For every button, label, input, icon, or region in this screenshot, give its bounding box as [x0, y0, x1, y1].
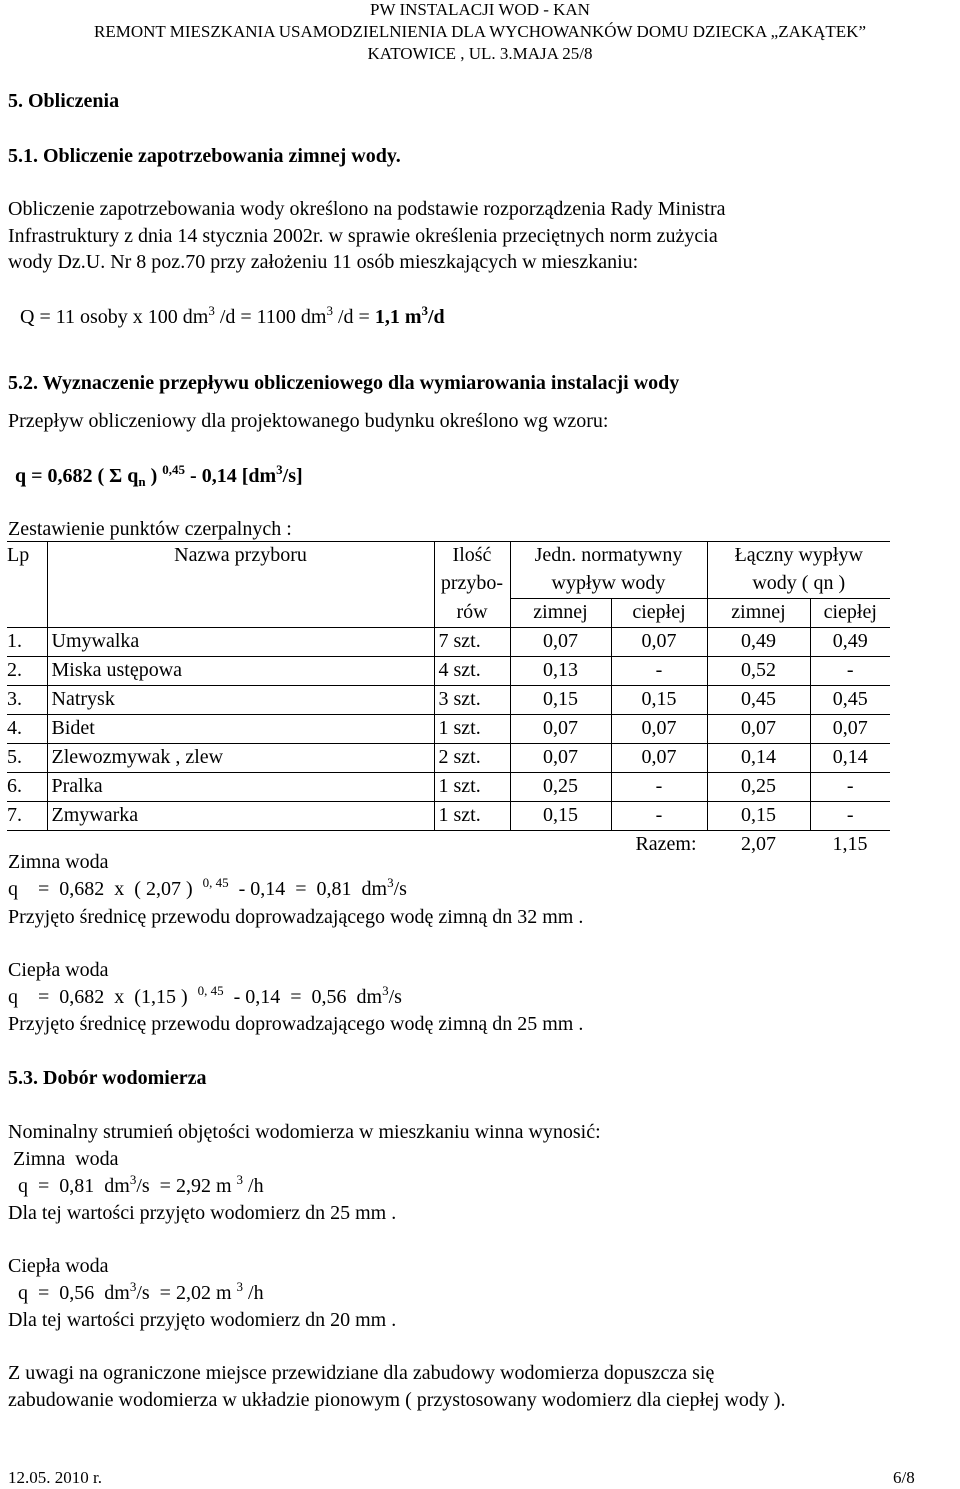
header-qty-2: przybo-: [434, 570, 510, 599]
cell-lp: 6.: [7, 773, 47, 802]
cell-uhot: 0,07: [611, 628, 707, 657]
cell-tcold: 0,45: [707, 686, 810, 715]
cell-tcold: 0,14: [707, 744, 810, 773]
header-unit-2: wypływ wody: [510, 570, 707, 599]
header-unit-hot: ciepłej: [611, 599, 707, 628]
section-5-1-para-line-1: Obliczenie zapotrzebowania wody określono na podstawie rozporządzenia Rady Ministra: [8, 198, 726, 220]
cell-name: Pralka: [47, 773, 434, 802]
cell-lp: 5.: [7, 744, 47, 773]
cell-thot: -: [810, 657, 890, 686]
cell-ucold: 0,13: [510, 657, 611, 686]
header-line-1: PW INSTALACJI WOD - KAN: [370, 0, 590, 19]
table-row: [7, 686, 890, 715]
table-header-row-2: [7, 570, 890, 599]
cell-tcold: 0,07: [707, 715, 810, 744]
final-note-line-2: zabudowanie wodomierza w układzie pionowym ( przystosowany wodomierz dla ciepłej wody ).: [8, 1389, 786, 1411]
sum-hot: 1,15: [832, 833, 868, 855]
cell-name: Bidet: [47, 715, 434, 744]
cell-thot: -: [810, 802, 890, 831]
meter-cold-formula: q = 0,81 $dm^3/s = 2,92$ m $^3$ /h: [8, 1172, 264, 1197]
cell-qty: 2 szt.: [434, 744, 510, 773]
table-header-row: [7, 542, 890, 571]
cell-tcold: 0,49: [707, 628, 810, 657]
section-5-2-para: Przepływ obliczeniowy dla projektowanego budynku określono wg wzoru:: [8, 410, 609, 432]
sum-cold: 2,07: [741, 833, 776, 855]
footer-page-number: 6/8: [893, 1468, 915, 1487]
header-line-3: KATOWICE , UL. 3.MAJA 25/8: [367, 44, 593, 63]
header-qty-3: rów: [434, 599, 510, 628]
table-row: [7, 802, 890, 831]
cell-lp: 7.: [7, 802, 47, 831]
header-unit-cold: zimnej: [510, 599, 611, 628]
header-name: Nazwa przyboru: [47, 542, 434, 571]
table-row: [7, 744, 890, 773]
table-row: [7, 628, 890, 657]
cold-calc-formula: q = 0,682 x ( 2,07 ) $^{0, 45}$ - 0,14 = 0,81 $dm^3/s$: [8, 875, 407, 900]
section-5-title: 5. Obliczenia: [8, 90, 120, 112]
table-row: [7, 773, 890, 802]
meter-hot-formula: q = 0,56 $dm^3/s = 2,02$ m $^3$ /h: [8, 1279, 264, 1304]
cell-qty: 1 szt.: [434, 773, 510, 802]
cold-calc-label: Zimna woda: [8, 851, 109, 873]
header-unit-1: Jedn. normatywny: [510, 542, 707, 571]
cell-lp: 1.: [7, 628, 47, 657]
cell-thot: 0,14: [810, 744, 890, 773]
cell-ucold: 0,15: [510, 686, 611, 715]
section-5-1-title: 5.1. Obliczenie zapotrzebowania zimnej wody.: [8, 145, 401, 167]
hot-calc-formula: q = 0,682 x (1,15 ) $^{0, 45}$ - 0,14 = 0,56 $dm^3/s$: [8, 983, 402, 1008]
cell-ucold: 0,07: [510, 744, 611, 773]
header-total-hot: ciepłej: [810, 599, 890, 628]
section-5-1-para-line-2: Infrastruktury z dnia 14 stycznia 2002r. w sprawie określenia przeciętnych norm zużycia: [8, 225, 718, 247]
cell-thot: 0,45: [810, 686, 890, 715]
header-line-2: REMONT MIESZKANIA USAMODZIELNIENIA DLA WYCHOWANKÓW DOMU DZIECKA „ZAKĄTEK”: [93, 22, 866, 41]
section-5-3-para: Nominalny strumień objętości wodomierza w mieszkaniu winna wynosić:: [8, 1121, 601, 1143]
cell-name: Zmywarka: [47, 802, 434, 831]
cell-ucold: 0,07: [510, 715, 611, 744]
cell-uhot: 0,07: [611, 744, 707, 773]
header-total-cold: zimnej: [707, 599, 810, 628]
cell-qty: 7 szt.: [434, 628, 510, 657]
final-note-line-1: Z uwagi na ograniczone miejsce przewidziane dla zabudowy wodomierza dopuszcza się: [8, 1362, 715, 1384]
cell-lp: 4.: [7, 715, 47, 744]
cell-uhot: -: [611, 802, 707, 831]
section-5-2-title: 5.2. Wyznaczenie przepływu obliczeniowego dla wymiarowania instalacji wody: [8, 372, 680, 394]
table-header-row-3: [7, 599, 890, 628]
header-total-1: Łączny wypływ: [707, 542, 890, 571]
cell-qty: 4 szt.: [434, 657, 510, 686]
meter-hot-label: Ciepła woda: [8, 1255, 109, 1277]
cell-uhot: -: [611, 773, 707, 802]
header-lp: Lp: [7, 542, 47, 571]
header-qty-1: Ilość: [434, 542, 510, 571]
cell-qty: 1 szt.: [434, 715, 510, 744]
hot-calc-note: Przyjęto średnicę przewodu doprowadzającego wodę zimną dn 25 mm .: [8, 1013, 584, 1035]
section-5-3-title: 5.3. Dobór wodomierza: [8, 1067, 207, 1089]
table-row: [7, 657, 890, 686]
section-5-1-para-line-3: wody Dz.U. Nr 8 poz.70 przy założeniu 11 osób mieszkających w mieszkaniu:: [8, 251, 639, 273]
cell-lp: 2.: [7, 657, 47, 686]
cell-uhot: 0,15: [611, 686, 707, 715]
cell-qty: 1 szt.: [434, 802, 510, 831]
cell-tcold: 0,15: [707, 802, 810, 831]
meter-cold-label: Zimna woda: [8, 1148, 119, 1170]
table-row: [7, 715, 890, 744]
table-caption: Zestawienie punktów czerpalnych :: [8, 518, 292, 540]
cell-qty: 3 szt.: [434, 686, 510, 715]
header-total-2: wody ( qn ): [752, 572, 846, 594]
cell-name: Zlewozmywak , zlew: [47, 744, 434, 773]
cold-calc-note: Przyjęto średnicę przewodu doprowadzającego wodę zimną dn 32 mm .: [8, 906, 584, 928]
cell-lp: 3.: [7, 686, 47, 715]
hot-calc-label: Ciepła woda: [8, 959, 109, 981]
cell-name: Umywalka: [47, 628, 434, 657]
cell-tcold: 0,52: [707, 657, 810, 686]
cell-ucold: 0,25: [510, 773, 611, 802]
cell-tcold: 0,25: [707, 773, 810, 802]
formula-q: q = 0,682 ( Σ $q_n$ ) $^{0,45}$ - 0,14 $[dm^3/s]$: [15, 462, 303, 489]
cell-uhot: -: [611, 657, 707, 686]
cell-name: Miska ustępowa: [47, 657, 434, 686]
points-table: [7, 541, 890, 859]
cell-thot: 0,49: [810, 628, 890, 657]
table-sum-row: [7, 831, 890, 860]
meter-cold-note: Dla tej wartości przyjęto wodomierz dn 25 mm .: [8, 1202, 397, 1224]
cell-name: Natrysk: [47, 686, 434, 715]
cell-thot: -: [810, 773, 890, 802]
cell-ucold: 0,15: [510, 802, 611, 831]
formula-Q: Q = 11 osoby x 100 $dm^3$ /d = 1100 $dm^3$ /d = 1,1 $m^3/d$: [20, 303, 445, 328]
cell-uhot: 0,07: [611, 715, 707, 744]
cell-ucold: 0,07: [510, 628, 611, 657]
footer-date: 12.05. 2010 r.: [8, 1468, 102, 1487]
cell-thot: 0,07: [810, 715, 890, 744]
sum-label: Razem:: [635, 833, 697, 855]
meter-hot-note: Dla tej wartości przyjęto wodomierz dn 20 mm .: [8, 1309, 397, 1331]
